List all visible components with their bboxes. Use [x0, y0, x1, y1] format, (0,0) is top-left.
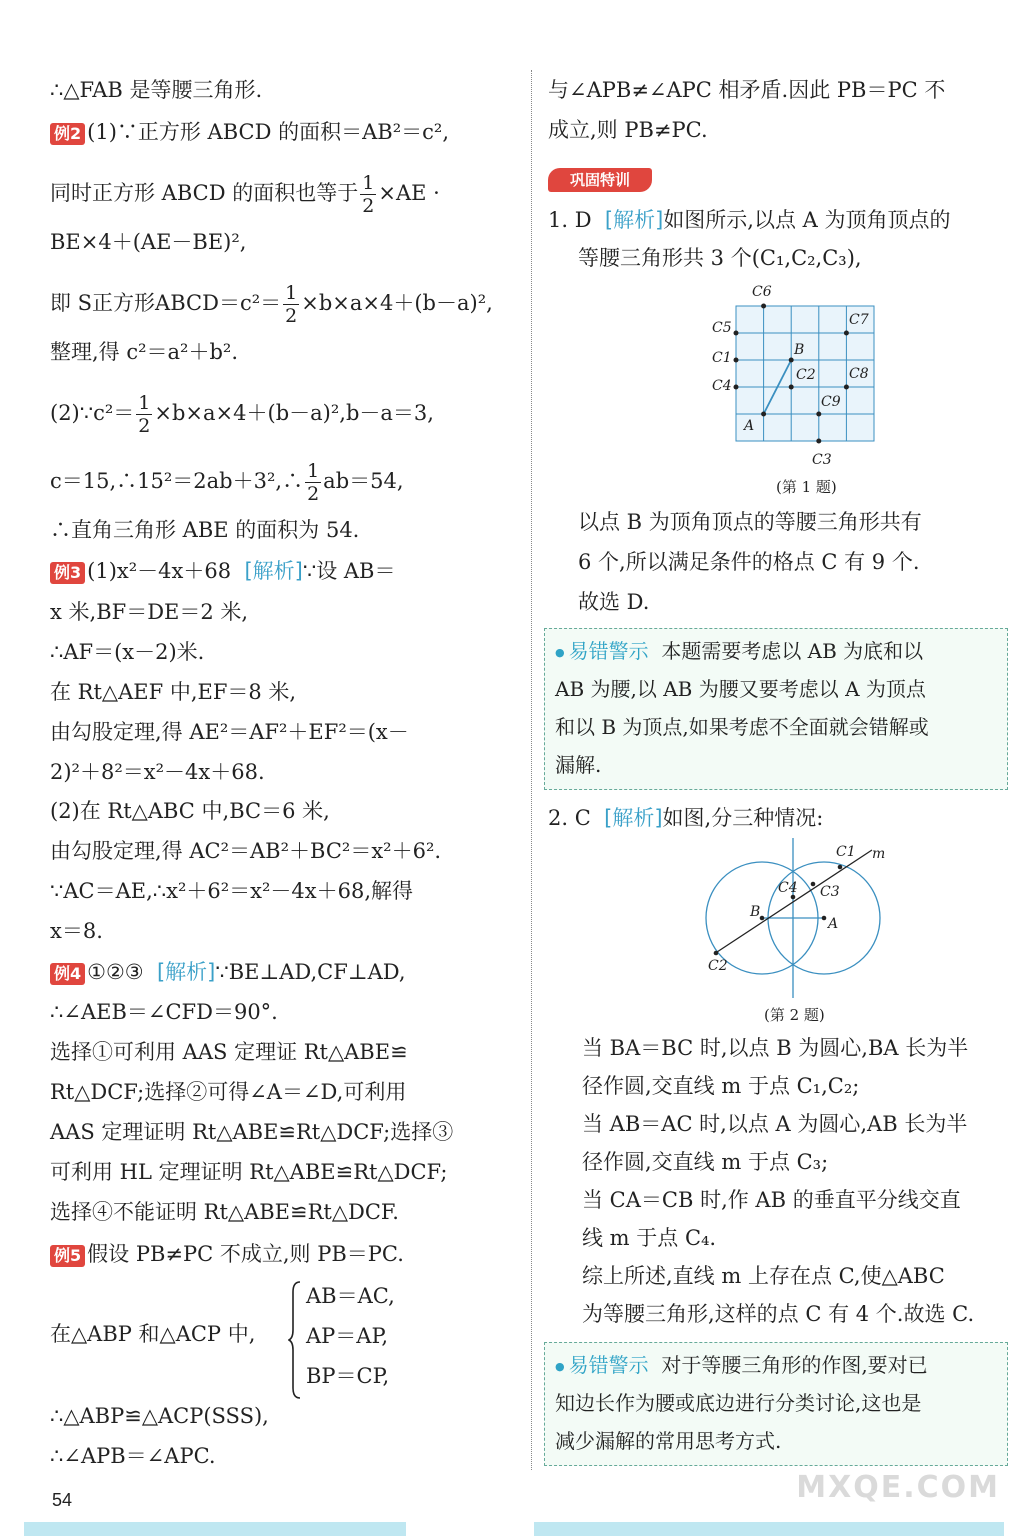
text-line: 线 m 于点 C₄.: [582, 1226, 717, 1250]
text-line: 当 BA＝BC 时,以点 B 为圆心,BA 长为半: [582, 1036, 969, 1060]
figure-1-grid: [706, 278, 886, 470]
text: 2. C: [548, 806, 591, 830]
text-line: 选择①可利用 AAS 定理证 Rt△ABE≌: [50, 1040, 408, 1064]
text-line: 由勾股定理,得 AE²＝AF²＋EF²＝(x－: [50, 720, 409, 744]
fraction-half: $\frac{1}{2}$: [307, 460, 320, 505]
text-line: 当 AB＝AC 时,以点 A 为圆心,AB 长为半: [582, 1112, 968, 1136]
analysis-label: [解析]: [244, 559, 303, 583]
text-line: 以点 B 为顶角顶点的等腰三角形共有: [578, 510, 922, 534]
figure-label: C4: [712, 378, 732, 394]
text: (1)x²－4x＋68: [87, 559, 232, 583]
text-line: 在△ABP 和△ACP 中,: [50, 1322, 256, 1346]
figure-label: C1: [712, 350, 732, 366]
text: 对于等腰三角形的作图,要对已: [661, 1353, 928, 1377]
figure-label: C9: [821, 394, 841, 410]
question-1-line: [548, 206, 951, 234]
text: c＝15,∴15²＝2ab＋3²,∴: [50, 469, 304, 493]
text-line: 径作圆,交直线 m 于点 C₁,C₂;: [582, 1074, 860, 1098]
text: ①②③: [87, 960, 144, 984]
text-line: ∴∠AEB＝∠CFD＝90°.: [50, 1000, 278, 1024]
example-tag: 例5: [50, 1245, 85, 1267]
example-4-line: [50, 958, 406, 986]
figure-label: A: [744, 418, 755, 434]
system-line: BP＝CP,: [306, 1364, 390, 1388]
text-line: Rt△DCF;选择②可得∠A＝∠D,可利用: [50, 1080, 407, 1104]
text-line: 整理,得 c²＝a²＋b².: [50, 340, 239, 364]
figure-caption: (第 1 题): [776, 478, 837, 496]
system-line: AP＝AP,: [306, 1324, 389, 1348]
warning-box: [544, 1342, 1008, 1466]
warning-title: ● 易错警示: [555, 639, 649, 663]
section-badge: 巩固特训: [548, 168, 652, 192]
figure-label: B: [794, 342, 805, 358]
figure-caption: (第 2 题): [764, 1006, 825, 1024]
text-line: 与∠APB≠∠APC 相矛盾.因此 PB＝PC 不: [548, 78, 946, 102]
text: 如图,分三种情况:: [662, 806, 824, 830]
text: ×b×a×4＋(b－a)²,: [301, 291, 493, 315]
text-line: [50, 392, 434, 437]
figure-label: C2: [796, 367, 816, 383]
analysis-label: [解析]: [604, 806, 663, 830]
warning-title: ● 易错警示: [555, 1353, 649, 1377]
text-line: x＝8.: [50, 919, 103, 943]
fraction-half: $\frac{1}{2}$: [285, 282, 298, 327]
text: ab＝54,: [323, 469, 404, 493]
text-line: 由勾股定理,得 AC²＝AB²＋BC²＝x²＋6².: [50, 839, 442, 863]
text-line: BE×4＋(AE－BE)²,: [50, 230, 247, 254]
figure-label: C4: [778, 880, 798, 896]
example-tag: 例2: [50, 123, 85, 145]
system-line: AB＝AC,: [306, 1284, 395, 1308]
text: 本题需要考虑以 AB 为底和以: [661, 639, 924, 663]
warning-line: 和以 B 为顶点,如果考虑不全面就会错解或: [555, 715, 929, 739]
figure-label: C6: [752, 284, 772, 300]
warning-line: [555, 637, 923, 667]
figure-label: C8: [849, 366, 869, 382]
footer-bar: [24, 1522, 406, 1536]
text: ×AE ·: [378, 181, 440, 205]
warning-line: [555, 1351, 928, 1381]
warning-box: [544, 628, 1008, 790]
figure-label: A: [828, 916, 839, 932]
text-line: (2)在 Rt△ABC 中,BC＝6 米,: [50, 799, 330, 823]
text-line: AAS 定理证明 Rt△ABE≌Rt△DCF;选择③: [50, 1120, 454, 1144]
text-line: [50, 172, 440, 217]
figure-label: m: [872, 846, 886, 862]
text: 同时正方形 ABCD 的面积也等于: [50, 181, 359, 205]
figure-label: C1: [836, 844, 856, 860]
warning-line: 知边长作为腰或底边进行分类讨论,这也是: [555, 1391, 922, 1415]
text: 1. D: [548, 208, 592, 232]
text-line: ∵AC＝AE,∴x²＋6²＝x²－4x＋68,解得: [50, 879, 414, 903]
text-line: 综上所述,直线 m 上存在点 C,使△ABC: [582, 1264, 945, 1288]
text-line: 6 个,所以满足条件的格点 C 有 9 个.: [578, 550, 920, 574]
warning-line: AB 为腰,以 AB 为腰又要考虑以 A 为顶点: [555, 677, 926, 701]
text-line: 当 CA＝CB 时,作 AB 的垂直平分线交直: [582, 1188, 961, 1212]
text-line: 径作圆,交直线 m 于点 C₃;: [582, 1150, 829, 1174]
figure-label: C7: [849, 312, 869, 328]
text: 即 S正方形ABCD＝c²＝: [50, 291, 282, 315]
page-number: 54: [52, 1490, 73, 1510]
text-line: 为等腰三角形,这样的点 C 有 4 个.故选 C.: [582, 1302, 975, 1326]
text-line: 可利用 HL 定理证明 Rt△ABE≌Rt△DCF;: [50, 1160, 448, 1184]
text-line: 等腰三角形共 3 个(C₁,C₂,C₃),: [578, 246, 862, 270]
text: ∵BE⊥AD,CF⊥AD,: [215, 960, 406, 984]
figure-label: C3: [820, 884, 840, 900]
example-5-line: [50, 1240, 404, 1268]
figure-2-circles: [700, 836, 900, 1002]
example-tag: 例3: [50, 562, 85, 584]
text: 假设 PB≠PC 不成立,则 PB＝PC.: [87, 1242, 404, 1266]
analysis-label: [解析]: [604, 208, 664, 232]
left-brace: [288, 1280, 302, 1400]
warning-line: 减少漏解的常用思考方式.: [555, 1429, 782, 1453]
text-line: 在 Rt△AEF 中,EF＝8 米,: [50, 680, 297, 704]
example-2-line: [50, 118, 449, 146]
text: ∵设 AB＝: [302, 559, 396, 583]
example-tag: 例4: [50, 963, 85, 985]
text-line: ∴AF＝(x－2)米.: [50, 640, 205, 664]
figure-label: C5: [712, 320, 732, 336]
column-divider: [531, 70, 532, 1470]
text-line: 成立,则 PB≠PC.: [548, 118, 708, 142]
fraction-half: $\frac{1}{2}$: [138, 392, 151, 437]
analysis-label: [解析]: [156, 960, 216, 984]
figure-label: C3: [812, 452, 832, 468]
example-3-line: [50, 557, 395, 585]
text-line: [50, 282, 493, 327]
fraction-half: $\frac{1}{2}$: [362, 172, 375, 217]
text: 如图所示,以点 A 为顶角顶点的: [663, 208, 951, 232]
text-line: x 米,BF＝DE＝2 米,: [50, 600, 249, 624]
warning-line: 漏解.: [555, 753, 602, 777]
text-line: ∴△ABP≌△ACP(SSS),: [50, 1404, 269, 1428]
text: (1)∵正方形 ABCD 的面积＝AB²＝c²,: [87, 120, 450, 144]
question-2-line: [548, 804, 823, 832]
text-line: ∴△FAB 是等腰三角形.: [50, 78, 263, 102]
text-line: ∴直角三角形 ABE 的面积为 54.: [50, 518, 360, 542]
watermark: MXQE.COM: [796, 1470, 1000, 1505]
text-line: 选择④不能证明 Rt△ABE≌Rt△DCF.: [50, 1200, 399, 1224]
figure-label: C2: [708, 958, 728, 974]
text: (2)∵c²＝: [50, 401, 135, 425]
text-line: 2)²＋8²＝x²－4x＋68.: [50, 760, 265, 784]
text-line: 故选 D.: [578, 590, 650, 614]
text-line: [50, 460, 404, 505]
text-line: ∴∠APB＝∠APC.: [50, 1444, 216, 1468]
figure-label: B: [750, 904, 761, 920]
text: ×b×a×4＋(b－a)²,b－a＝3,: [154, 401, 434, 425]
footer-bar: [534, 1522, 1004, 1536]
